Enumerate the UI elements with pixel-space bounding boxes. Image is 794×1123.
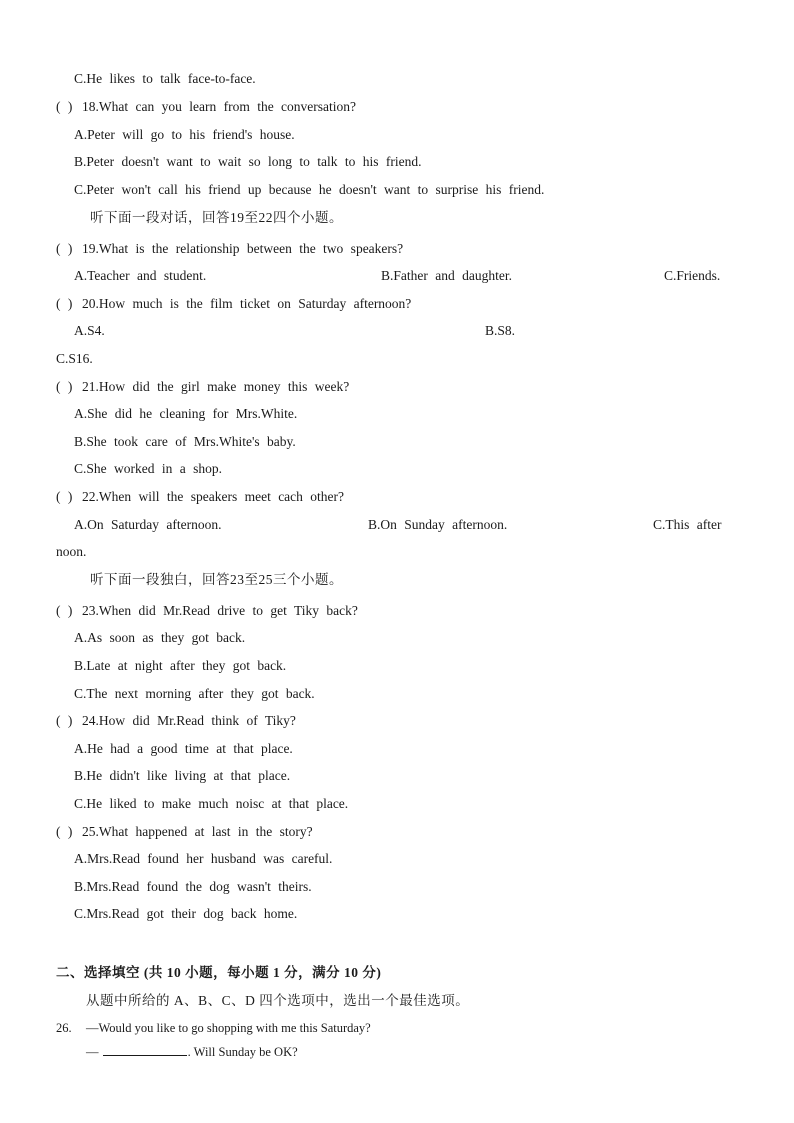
q23-option-c: C.The next morning after they got back. (74, 686, 315, 701)
q25-question (56, 824, 313, 840)
section-2-instruction: 从题中所给的 A、B、C、D 四个选项中，选出一个最佳选项。 (86, 993, 470, 1008)
q18-option-c: C.Peter won't call his friend up because he doesn't want to surprise his friend. (74, 182, 545, 197)
answer-paren: ( ) (56, 296, 73, 311)
listening-instruction-2: 听下面一段独白，回答23至25三个小题。 (90, 572, 343, 587)
answer-paren: ( ) (56, 603, 73, 618)
q21-option-b: B.She took care of Mrs.White's baby. (74, 434, 296, 449)
q18-option-a: A.Peter will go to his friend's house. (74, 127, 295, 142)
question-text: 23.When did Mr.Read drive to get Tiky back? (82, 603, 358, 618)
q20-option-c: C.S16. (56, 351, 93, 366)
q17-option-c: C.He likes to talk face-to-face. (74, 71, 256, 86)
question-text: 25.What happened at last in the story? (82, 824, 313, 839)
q22-option-a: A.On Saturday afternoon. (74, 517, 222, 532)
q24-option-c: C.He liked to make much noisc at that place. (74, 796, 349, 811)
q25-option-a: A.Mrs.Read found her husband was careful. (74, 851, 333, 866)
question-text: 22.When will the speakers meet cach other? (82, 489, 345, 504)
dash: — (86, 1045, 99, 1059)
answer-paren: ( ) (56, 99, 73, 114)
q21-question (56, 379, 349, 395)
q24-question (56, 713, 296, 729)
q23-option-b: B.Late at night after they got back. (74, 658, 287, 673)
q19-question (56, 241, 403, 257)
q18-option-b: B.Peter doesn't want to wait so long to talk to his friend. (74, 154, 422, 169)
q23-option-a: A.As soon as they got back. (74, 630, 246, 645)
question-text: 21.How did the girl make money this week? (82, 379, 350, 394)
q26-line-2-text: . Will Sunday be OK? (187, 1045, 298, 1059)
q21-option-c: C.She worked in a shop. (74, 461, 222, 476)
q26-line-2 (86, 1044, 298, 1060)
q18-question (56, 99, 356, 115)
question-text: 24.How did Mr.Read think of Tiky? (82, 713, 296, 728)
question-text: 18.What can you learn from the conversation? (82, 99, 357, 114)
q22-question (56, 489, 344, 505)
q25-option-b: B.Mrs.Read found the dog wasn't theirs. (74, 879, 312, 894)
answer-paren: ( ) (56, 489, 73, 504)
q21-option-a: A.She did he cleaning for Mrs.White. (74, 406, 298, 421)
answer-blank[interactable] (103, 1044, 187, 1056)
q25-option-c: C.Mrs.Read got their dog back home. (74, 906, 298, 921)
q19-option-b: B.Father and daughter. (381, 268, 512, 283)
question-text: 20.How much is the film ticket on Saturday afternoon? (82, 296, 412, 311)
q19-option-c: C.Friends. (664, 268, 721, 283)
question-text: 19.What is the relationship between the two speakers? (82, 241, 404, 256)
q22-option-c-continued: noon. (56, 544, 87, 559)
q20-option-a: A.S4. (74, 323, 105, 338)
q20-question (56, 296, 411, 312)
q22-option-c: C.This after (653, 517, 722, 532)
q23-question (56, 603, 358, 619)
q20-option-b: B.S8. (485, 323, 516, 338)
answer-paren: ( ) (56, 824, 73, 839)
q26-line-1: —Would you like to go shopping with me this Saturday? (86, 1021, 371, 1035)
q24-option-a: A.He had a good time at that place. (74, 741, 293, 756)
listening-instruction-1: 听下面一段对话，回答19至22四个小题。 (90, 210, 343, 225)
q22-option-b: B.On Sunday afternoon. (368, 517, 508, 532)
section-2-title: 二、选择填空 (共 10 小题，每小题 1 分，满分 10 分) (56, 965, 382, 980)
q19-option-a: A.Teacher and student. (74, 268, 207, 283)
q26-number: 26. (56, 1021, 72, 1035)
answer-paren: ( ) (56, 379, 73, 394)
q24-option-b: B.He didn't like living at that place. (74, 768, 291, 783)
answer-paren: ( ) (56, 241, 73, 256)
answer-paren: ( ) (56, 713, 73, 728)
